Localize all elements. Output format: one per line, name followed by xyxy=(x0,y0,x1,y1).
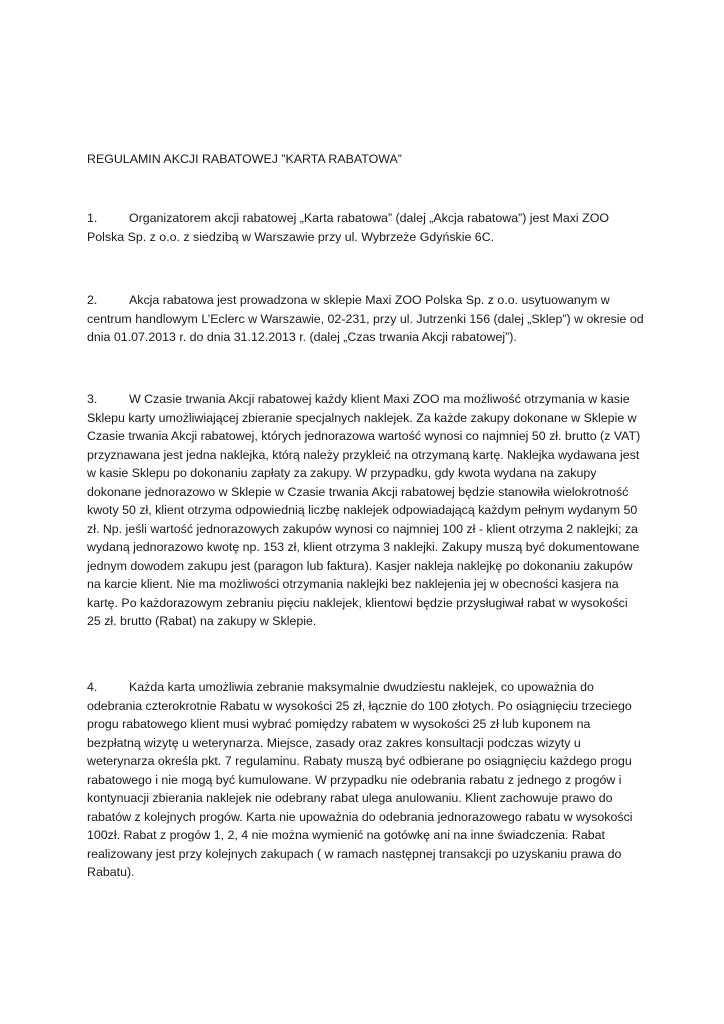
paragraph-number: 1. xyxy=(87,211,98,225)
paragraph-line xyxy=(87,291,647,310)
paragraph-line: kartę. Po każdorazowym zebraniu pięciu naklejek, klientowi będzie przysługiwał rabat w wysokości xyxy=(87,595,628,610)
paragraph-line: jednym dowodem zakupu jest (paragon lub faktura). Kasjer nakleja naklejkę po dokonaniu zakupów xyxy=(87,558,633,573)
paragraph-line: Sklepu karty umożliwiającej zbieranie specjalnych naklejek. Za każde zakupy dokonane w Sklepie w xyxy=(87,410,637,425)
paragraph-4 xyxy=(87,678,647,882)
line-text: Akcja rabatowa jest prowadzona w sklepie Maxi ZOO Polska Sp. z o.o. usytuowanym w xyxy=(129,293,610,307)
paragraph-line: Czasie trwania Akcji rabatowej, których jednorazowa wartość wynosi co najmniej 50 zł. brutto (z VAT) xyxy=(87,429,641,443)
line-text: W Czasie trwania Akcji rabatowej każdy klient Maxi ZOO ma możliwość otrzymania w kasie xyxy=(129,392,630,406)
paragraph-line: 25 zł. brutto (Rabat) na zakupy w Sklepie. xyxy=(87,614,317,628)
paragraph-line: centrum handlowym L’Eclerc w Warszawie, 02-231, przy ul. Jutrzenki 156 (dalej „Sklep”) w okresie od xyxy=(87,311,644,326)
paragraph-line: rabatowego i nie mogą być kumulowane. W przypadku nie odebrania rabatu z jednego z progów i xyxy=(87,772,622,787)
paragraph-line xyxy=(87,390,647,409)
paragraph-line: Rabatu). xyxy=(87,865,135,879)
paragraph-line: kontynuacji zbierania naklejek nie odebrany rabat ulega anulowaniu. Klient zachowuje prawo do xyxy=(87,791,613,805)
paragraph-line: kwoty 50 zł, klient otrzyma odpowiednią liczbę naklejek odpowiadającą każdym pełnym wydanym 50 xyxy=(87,503,638,517)
line-text: Każda karta umożliwia zebranie maksymalnie dwudziestu naklejek, co upoważnia do xyxy=(129,680,594,694)
paragraph-line: przyznawana jest jedna naklejka, którą należy przykleić na otrzymaną kartę. Naklejka wydawana jest xyxy=(87,447,640,462)
paragraph-line: na karcie klient. Nie ma możliwości otrzymania naklejki bez naklejenia jej w obecności kasjera na xyxy=(87,577,619,591)
line-text: Organizatorem akcji rabatowej „Karta rabatowa” (dalej „Akcja rabatowa”) jest Maxi ZOO xyxy=(129,211,609,225)
paragraph-number: 3. xyxy=(87,392,98,406)
paragraph-line: w kasie Sklepu po dokonaniu zapłaty za zakupy. W przypadku, gdy kwota wydana na zakupy xyxy=(87,466,597,480)
paragraph-line: progu rabatowego klient musi wybrać pomiędzy rabatem w wysokości 25 zł lub kuponem na xyxy=(87,717,591,731)
paragraph-line: wydaną jednorazowo kwotę np. 153 zł, klient otrzyma 3 naklejki. Zakupy muszą być dokumentowane xyxy=(87,540,640,554)
paragraph-line: dnia 01.07.2013 r. do dnia 31.12.2013 r. (dalej „Czas trwania Akcji rabatowej”). xyxy=(87,330,517,344)
paragraph-1 xyxy=(87,209,647,246)
paragraph-line: zł. Np. jeśli wartość jednorazowych zakupów wynosi co najmniej 100 zł - klient otrzyma 2 naklejki; za xyxy=(87,521,638,536)
paragraph-line: Polska Sp. z o.o. z siedzibą w Warszawie przy ul. Wybrzeże Gdyńskie 6C. xyxy=(87,229,495,244)
paragraph-line: rabatów z kolejnych progów. Karta nie upoważnia do odebrania jednorazowego rabatu w wysokości xyxy=(87,809,633,824)
paragraph-line: weterynarza określa pkt. 7 regulaminu. Rabaty muszą być odbierane po osiągnięciu każdego progu xyxy=(87,754,632,768)
paragraph-number: 2. xyxy=(87,293,98,307)
paragraph-line: dokonane jednorazowo w Sklepie w Czasie trwania Akcji rabatowej będzie stanowiła wielokrotność xyxy=(87,484,629,499)
paragraph-line xyxy=(87,678,647,697)
document-title: REGULAMIN AKCJI RABATOWEJ ”KARTA RABATOWA” xyxy=(87,152,402,166)
paragraph-line: bezpłatną wizytę u weterynarza. Miejsce, zasady oraz zakres konsultacji podczas wizyty u xyxy=(87,735,581,750)
paragraph-line: odebrania czterokrotnie Rabatu w wysokości 25 zł, łącznie do 100 złotych. Po osiągnięciu trzeciego xyxy=(87,698,632,713)
paragraph-line: realizowany jest przy kolejnych zakupach ( w ramach następnej transakcji po uzyskaniu prawa do xyxy=(87,846,622,861)
paragraph-line xyxy=(87,209,647,228)
paragraph-2 xyxy=(87,291,647,347)
paragraph-3 xyxy=(87,390,647,631)
paragraph-number: 4. xyxy=(87,680,98,694)
paragraph-line: 100zł. Rabat z progów 1, 2, 4 nie można wymienić na gotówkę ani na inne świadczenia. Rabat xyxy=(87,828,605,842)
